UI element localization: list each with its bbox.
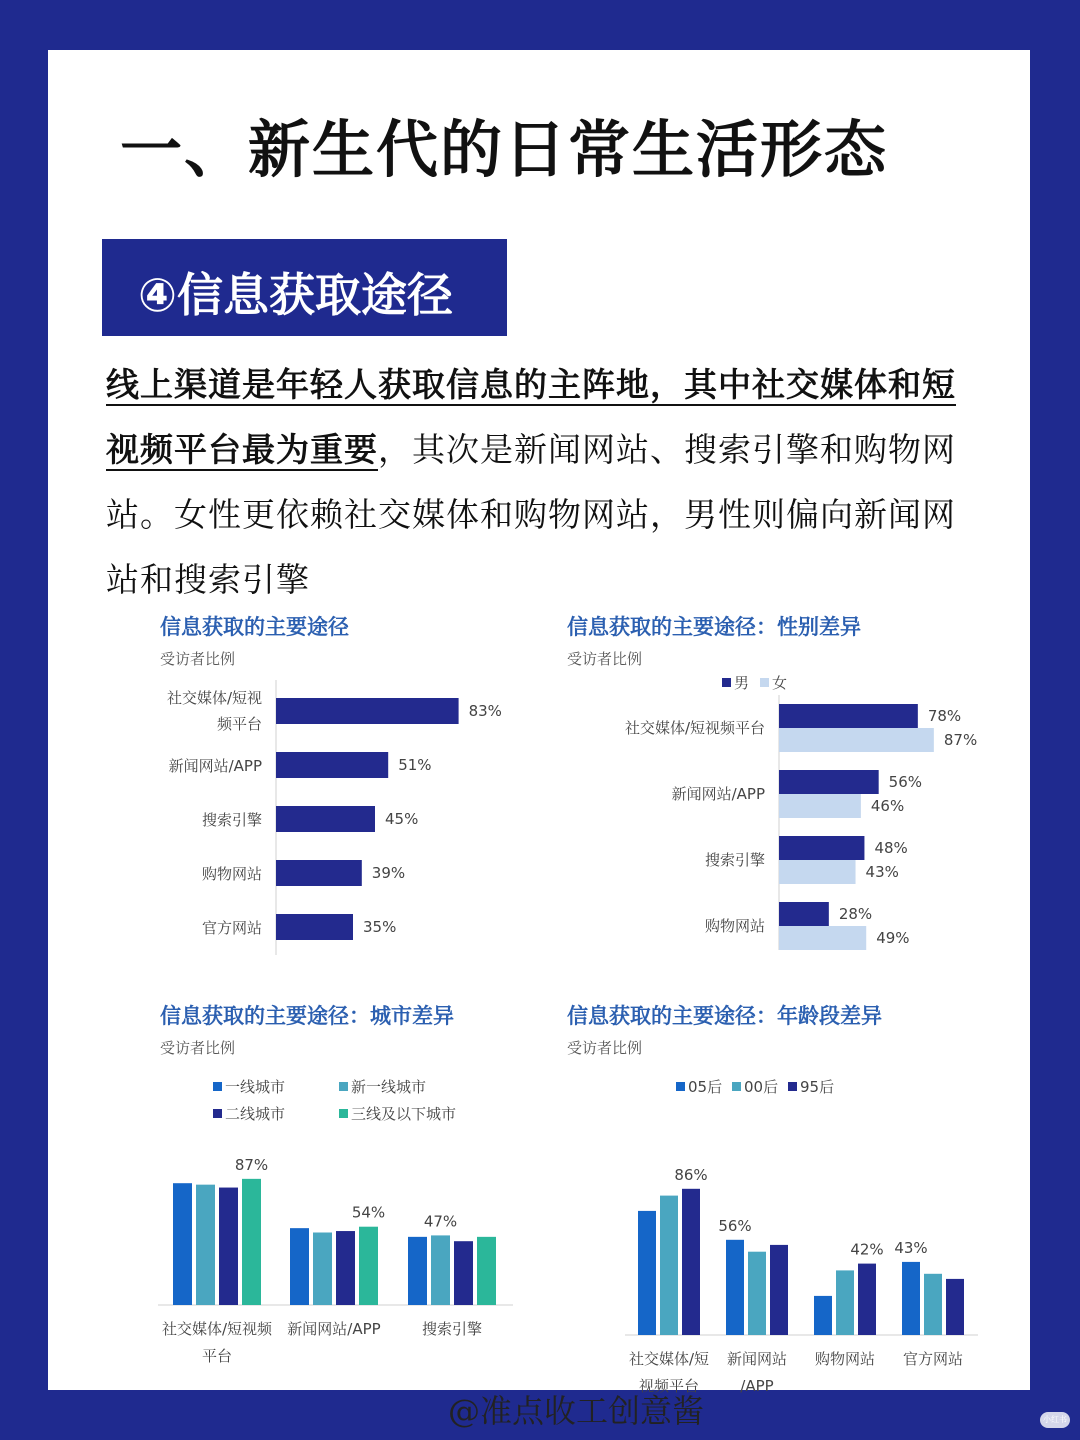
chart4-bar	[836, 1270, 854, 1335]
chart4-value-label: 86%	[674, 1165, 708, 1184]
chart4-category-label: 购物网站	[814, 1350, 876, 1368]
legend-swatch	[339, 1082, 348, 1091]
chart4-bar	[770, 1245, 788, 1335]
chart1-category-label: 社交媒体/短视	[166, 689, 262, 707]
legend-item-tier2: 二线城市	[213, 1103, 285, 1124]
chart3-bar	[359, 1227, 378, 1305]
legend-item-female: 女	[760, 672, 787, 693]
chart2-bar	[779, 770, 879, 794]
chart3-city	[148, 1130, 528, 1365]
legend-item-95: 95后	[788, 1076, 834, 1097]
chart4-bar	[946, 1279, 964, 1335]
chart3-bar	[196, 1185, 215, 1305]
legend-swatch	[676, 1082, 685, 1091]
chart2-bar	[779, 902, 829, 926]
chart3-category-label: 新闻网站/APP	[287, 1320, 381, 1338]
chart3-bar	[408, 1237, 427, 1305]
chart3-category-label: 平台	[201, 1347, 233, 1365]
chart1-bar	[276, 914, 353, 940]
chart4-bar	[726, 1240, 744, 1335]
legend-item-tier3: 三线及以下城市	[339, 1103, 456, 1124]
chart2-bar	[779, 794, 861, 818]
chart1-value-label: 45%	[385, 810, 419, 828]
chart1-bar	[276, 860, 362, 886]
legend-swatch	[788, 1082, 797, 1091]
chart1-bar	[276, 806, 375, 832]
chart4-bar	[814, 1296, 832, 1335]
legend-swatch	[339, 1109, 348, 1118]
chart4-bar	[902, 1262, 920, 1335]
chart2-value-label: 49%	[876, 929, 910, 947]
chart2-category-label: 搜索引擎	[704, 851, 765, 869]
section-header	[102, 239, 507, 336]
chart1-category-label: 频平台	[216, 715, 262, 733]
chart1-category-label: 购物网站	[201, 865, 262, 883]
chart3-category-label: 社交媒体/短视频	[161, 1320, 273, 1338]
chart2-value-label: 46%	[870, 797, 905, 815]
chart2-bar	[779, 728, 934, 752]
summary-paragraph	[106, 352, 986, 612]
chart2-value-label: 48%	[874, 839, 908, 857]
chart4-bar	[660, 1196, 678, 1335]
legend-item-tier1: 一线城市	[213, 1076, 285, 1097]
chart2-value-label: 87%	[943, 731, 978, 749]
chart1-category-label: 官方网站	[201, 919, 262, 937]
chart2-subtitle: 受访者比例	[567, 650, 643, 668]
chart3-bar	[219, 1188, 238, 1305]
chart2-category-label: 新闻网站/APP	[671, 785, 765, 803]
chart4-title: 信息获取的主要途径：年龄段差异	[567, 1004, 882, 1028]
chart2-value-label: 28%	[838, 905, 873, 923]
chart3-category-label: 搜索引擎	[421, 1320, 483, 1338]
highlight-text-1: 线上渠道是年轻人获取信息的主阵地，其中社交媒体	[106, 365, 888, 404]
legend-swatch	[732, 1082, 741, 1091]
chart1-title: 信息获取的主要途径	[160, 615, 349, 639]
chart3-bar	[454, 1241, 473, 1305]
chart1-value-label: 83%	[468, 702, 502, 720]
chart3-bar	[313, 1233, 332, 1306]
chart4-value-label: 56%	[718, 1216, 752, 1235]
chart1-value-label: 51%	[398, 756, 432, 774]
chart2-gender	[563, 695, 983, 955]
chart1-value-label: 39%	[371, 864, 406, 882]
chart3-bar	[336, 1231, 355, 1305]
legend-swatch	[760, 678, 769, 687]
chart3-title: 信息获取的主要途径：城市差异	[160, 1004, 454, 1028]
chart4-value-label: 42%	[850, 1240, 884, 1259]
page-title: 一、新生代的日常生活形态	[120, 113, 889, 186]
chart4-bar	[638, 1211, 656, 1335]
chart1-subtitle: 受访者比例	[160, 650, 236, 668]
chart4-bar	[924, 1274, 942, 1335]
chart2-bar	[779, 836, 864, 860]
chart3-bar	[242, 1179, 261, 1305]
chart2-title: 信息获取的主要途径：性别差异	[567, 615, 861, 639]
chart1-bar	[276, 698, 459, 724]
chart3-value-label: 54%	[351, 1203, 386, 1222]
chart2-value-label: 56%	[888, 773, 923, 791]
chart2-bar	[779, 926, 866, 950]
chart4-bar	[858, 1264, 876, 1335]
chart2-value-label: 78%	[927, 707, 962, 725]
chart3-value-label: 47%	[423, 1212, 458, 1231]
chart3-bar	[477, 1237, 496, 1305]
chart4-category-label: /APP	[740, 1377, 774, 1395]
chart3-bar	[290, 1228, 309, 1305]
chart2-category-label: 购物网站	[704, 917, 765, 935]
chart2-bar	[779, 704, 918, 728]
chart4-bar	[748, 1252, 766, 1335]
chart1-value-label: 35%	[363, 918, 397, 936]
body-text: ，其次是新闻网站、搜索引擎和购物网站。女性更依赖社交媒体和购物网站，男性则偏向新闻网站和搜索引擎	[106, 430, 956, 599]
section-title: ④信息获取途径	[138, 268, 453, 322]
chart4-value-label: 43%	[894, 1238, 928, 1257]
chart3-value-label: 87%	[234, 1155, 269, 1174]
chart3-bar	[431, 1235, 450, 1305]
chart3-bar	[173, 1183, 192, 1305]
chart4-category-label: 官方网站	[902, 1350, 964, 1368]
legend-swatch	[722, 678, 731, 687]
content-card	[48, 50, 1030, 1430]
legend-item-new-tier1: 新一线城市	[339, 1076, 426, 1097]
chart1-main-channels	[148, 680, 548, 960]
chart2-bar	[779, 860, 856, 884]
chart4-age	[568, 1115, 968, 1395]
chart3-subtitle: 受访者比例	[160, 1039, 236, 1057]
legend-item-00: 00后	[732, 1076, 778, 1097]
legend-swatch	[213, 1109, 222, 1118]
legend-item-05: 05后	[676, 1076, 722, 1097]
chart1-bar	[276, 752, 388, 778]
legend-item-male: 男	[722, 672, 749, 693]
chart4-bar	[682, 1189, 700, 1335]
chart1-category-label: 搜索引擎	[201, 811, 262, 829]
chart4-category-label: 视频平台	[638, 1377, 700, 1395]
chart2-category-label: 社交媒体/短视频平台	[624, 719, 765, 737]
chart4-category-label: 社交媒体/短	[628, 1350, 710, 1368]
watermark: @准点收工创意酱	[448, 1392, 705, 1430]
chart4-category-label: 新闻网站	[726, 1350, 788, 1368]
chart4-subtitle: 受访者比例	[567, 1039, 643, 1057]
chart2-value-label: 43%	[865, 863, 899, 881]
brand-logo: 小红书	[1040, 1412, 1070, 1428]
legend-swatch	[213, 1082, 222, 1091]
chart1-category-label: 新闻网站/APP	[168, 757, 262, 775]
highlight-text-2: 和短视频平台最为重要	[106, 365, 956, 469]
